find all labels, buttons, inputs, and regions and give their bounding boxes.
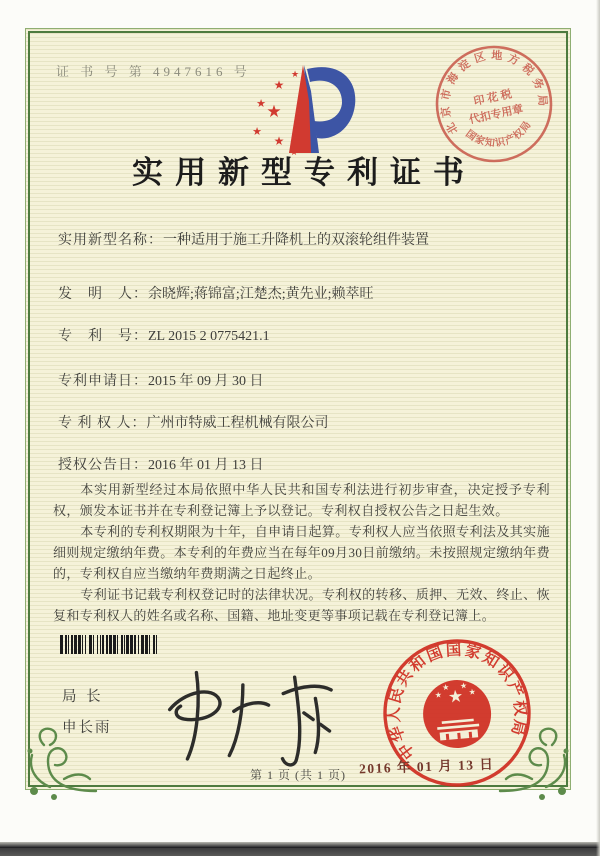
field-label: 专利申请日： [58, 374, 148, 389]
scan-edge-shadow [596, 0, 600, 856]
field-value: 2015 年 09 月 30 日 [148, 374, 264, 389]
field-value: 2016 年 01 月 13 日 [148, 458, 264, 473]
certificate-number: 证 书 号 第 4947616 号 [56, 64, 251, 79]
svg-text:★: ★ [290, 69, 300, 79]
svg-text:★: ★ [289, 147, 299, 157]
field-label: 专 利 号： [58, 329, 148, 344]
svg-text:★: ★ [459, 681, 468, 691]
svg-text:★: ★ [441, 682, 450, 693]
field-label: 发 明 人： [58, 287, 148, 302]
director-title: 局 长 [62, 689, 104, 705]
cnipa-logo-icon [241, 61, 361, 161]
legal-paragraph: 专利证书记载专利权登记时的法律状况。专利权的转移、质押、无效、终止、恢复和专利权人的姓名或名称、国籍、地址变更等事项记载在专利登记簿上。 [53, 587, 550, 623]
field-label: 实用新型名称： [58, 233, 163, 248]
svg-text:★: ★ [273, 78, 285, 92]
field-row-filing-date [58, 370, 558, 390]
svg-text:★: ★ [434, 690, 443, 700]
field-row-grant-date [58, 454, 558, 474]
certificate-title: 实用新型专利证书 [132, 155, 476, 190]
svg-text:★: ★ [256, 98, 266, 110]
field-value: 余晓辉;蒋锦富;江楚杰;黄先业;赖萃旺 [148, 287, 374, 302]
field-row-name [58, 229, 558, 249]
svg-text:北京市海淀区地方税务局 [427, 37, 553, 137]
director-name: 申长雨 [62, 720, 112, 736]
svg-text:★: ★ [447, 686, 464, 707]
signature-autograph-icon [146, 656, 340, 779]
tax-stamp-arc-top: 北京市海淀区地方税务局 [439, 49, 549, 136]
field-label: 授权公告日： [58, 458, 148, 473]
corner-flourish-icon [498, 721, 576, 805]
tax-stamp-line1: 印 花 税 [472, 88, 513, 109]
field-value: ZL 2015 2 0775421.1 [148, 329, 270, 344]
seal-arc-text: 中华人民共和国国家知识产权局 [385, 641, 529, 763]
field-value: 广州市特威工程机械有限公司 [146, 416, 329, 431]
barcode [60, 635, 236, 654]
svg-text:★: ★ [252, 126, 262, 138]
svg-text:★: ★ [266, 102, 282, 121]
field-row-patent-number [58, 325, 558, 345]
tax-stamp-line2: 代扣专用章 [468, 103, 525, 127]
legal-paragraph: 本专利的专利权期限为十年，自申请日起算。专利权人应当依照专利法及其实施细则规定缴纳年费。本专利的年费应当在每年09月30日前缴纳。未按照规定缴纳年费的，专利权自应当缴纳年费期满之日起终止。 [53, 524, 550, 581]
seal-date: 2016 年 01 月 13 日 [358, 756, 495, 777]
certificate-paper [25, 28, 571, 790]
corner-flourish-icon [20, 721, 98, 805]
tax-stamp-arc-bottom: 国家知识产权局 [463, 119, 534, 150]
svg-text:★: ★ [468, 687, 477, 697]
scan-edge-shadow [0, 848, 600, 856]
legal-paragraph: 本实用新型经过本局依照中华人民共和国专利法进行初步审查，决定授予专利权，颁发本证书并在专利登记簿上予以登记。专利权自授权公告之日起生效。 [53, 482, 550, 518]
field-label: 专 利 权 人： [58, 416, 147, 431]
field-value: 一种适用于施工升降机上的双滚轮组件装置 [163, 233, 429, 248]
page-footer: 第 1 页 (共 1 页) [250, 768, 346, 782]
field-row-inventors [58, 283, 558, 303]
field-row-patentee [58, 412, 558, 432]
svg-text:★: ★ [273, 134, 285, 148]
legal-text-block [53, 479, 550, 626]
